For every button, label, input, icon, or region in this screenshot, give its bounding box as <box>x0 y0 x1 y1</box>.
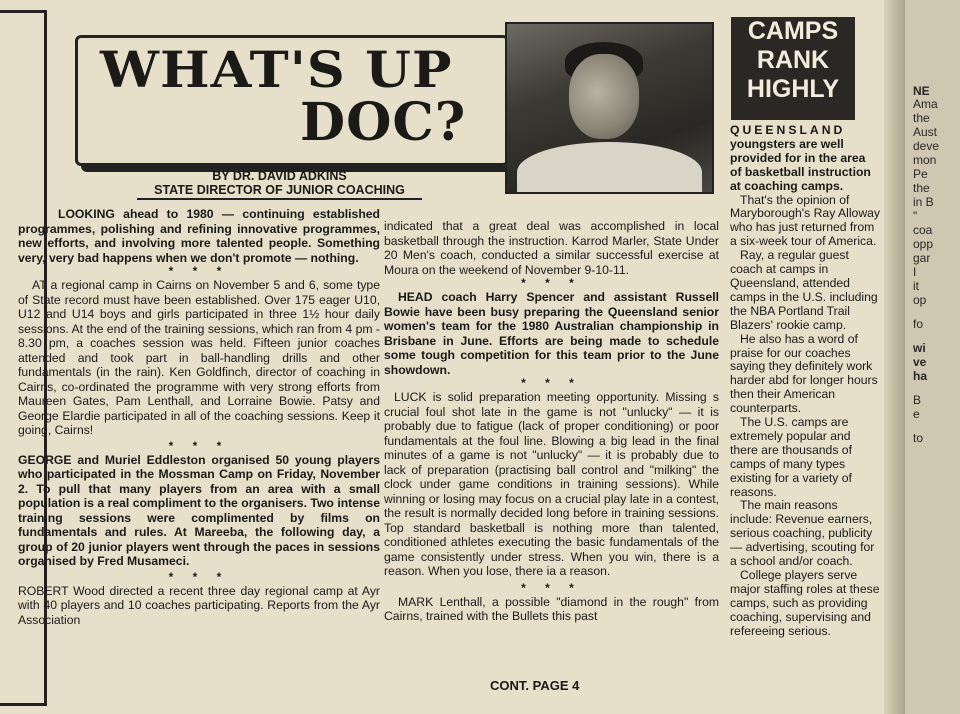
headline-line-2: DOC? <box>300 92 467 153</box>
column-1 <box>18 207 380 627</box>
fragment: e <box>913 407 920 421</box>
fragment: ve <box>913 355 927 369</box>
paragraph-head-coach: HEAD coach Harry Spencer and assistant Russell Bowie have been busy preparing the Queensland senior women's team for the 1980 Australian championship in Brisbane in June. Efforts are being made to schedule some tough competition for this team prior to the June showdown. <box>384 290 719 377</box>
fragment: it <box>913 279 919 293</box>
fragment: in B <box>913 195 934 209</box>
fragment: fo <box>913 317 924 331</box>
column-3 <box>730 124 880 639</box>
fragment: I <box>913 265 917 279</box>
byline-rule-bottom <box>137 198 422 200</box>
photo-shirt <box>517 142 702 194</box>
paragraph-cairns: AT a regional camp in Cairns on November 5 and 6, some type of State record must have been established. Over 175 eager U10, U12 and U14 boys and girls participated in three 1½ hour daily sessions. At the end of the training sessions, which ran from 4 pm - 8.30 pm, a coaches session was held. Fifteen junior coaches attended and took part in ball-handling drills and other fundamentals (in the rain). Ken Goldfinch, director of coaching in Cairns, co-ordinated the programme with very strong efforts from Maureen Gates, Pam Lenthall, and Lorraine Bowie. Patsy and George Elardie participated in all of the coaching sessions. Keep it going, Cairns! <box>18 278 380 437</box>
page-gutter <box>884 0 906 714</box>
section-divider: * * * <box>168 438 230 453</box>
fragment: gar <box>913 251 931 265</box>
fragment: wi <box>913 341 926 355</box>
fragment: op <box>913 293 927 307</box>
continued-notice: CONT. PAGE 4 <box>490 678 580 693</box>
paragraph-mark-lenthall: MARK Lenthall, a possible "diamond in the rough" from Cairns, trained with the Bullets this past <box>384 594 719 623</box>
paragraph-ray: Ray, a regular guest coach at camps in Queensland, attended camps in the U.S. including the NBA Portland Trail Blazers' rookie camp. <box>730 248 878 332</box>
paragraph-opinion: That's the opinion of Maryborough's Ray Alloway who has just returned from a six-week tour of America. <box>730 192 880 249</box>
fragment: deve <box>913 139 940 153</box>
section-divider: * * * <box>168 264 230 278</box>
fragment: " <box>913 209 918 223</box>
section-divider: * * * <box>521 376 582 390</box>
fragment: NE <box>913 84 930 98</box>
lead-word: QUEENSLAND <box>730 123 846 137</box>
fragment: coa <box>913 223 933 237</box>
fragment: ha <box>913 369 928 383</box>
fragment: Aust <box>913 125 938 139</box>
section-divider: * * * <box>168 569 230 584</box>
fragment: the <box>913 111 930 125</box>
portrait-photo <box>505 22 714 194</box>
column-2 <box>384 219 719 624</box>
byline-role: STATE DIRECTOR OF JUNIOR COACHING <box>154 183 405 197</box>
lead-text: youngsters are well provided for in the area of basketball instruction at coaching camps. <box>730 136 871 193</box>
fragment: opp <box>913 237 934 251</box>
paragraph-looking: LOOKING ahead to 1980 — continuing established programmes, polishing and refining innovative programmes, new efforts, and involving more talented people. Something very, very bad happens when we don't promote — nothing. <box>18 207 380 265</box>
paragraph-luck: LUCK is solid preparation meeting opportunity. Missing s crucial foul shot late in the game is not "unlucky" — it is probably due to fatigue (lack of proper conditioning) or poor fundamentals at the foul line. Blowing a big lead in the final minutes of a game is not "unlucky" — it is probably due to lack of preparation (practising ball control and "milking" the clock under game conditions in training sessions). While winning or losing may focus on a crucial play late in a contest, the result is normally decided long before in training sessions. Top standard basketball is nothing more than talented, conditioned athletes executing the basic fundamentals of the game consistently under stress. When you win, there is a reason. When you lose, there ia a reason. <box>384 390 719 578</box>
paragraph-us-camps: The U.S. camps are extremely popular and there are thousands of camps of many types existing for a variety of reasons. <box>730 415 852 499</box>
headline-word: HIGHLY <box>746 75 840 103</box>
headline-word: RANK <box>756 46 830 74</box>
paragraph-ayr: ROBERT Wood directed a recent three day regional camp at Ayr with 40 players and 10 coaches participating. Reports from the Ayr Association <box>18 583 380 627</box>
fragment: to <box>913 431 924 445</box>
paragraph-reasons: The main reasons include: Revenue earners, serious coaching, publicity — advertising, scouting for a school and/or coach. <box>730 498 875 569</box>
fragment: Pe <box>913 167 928 181</box>
photo-face <box>569 54 639 139</box>
fragment: mon <box>913 153 937 167</box>
paragraph-praise: He also has a word of praise for our coaches saying they definitely work harder abd for longer hours then their American counterparts. <box>730 331 878 416</box>
fragment: B <box>913 393 922 407</box>
headline-word: CAMPS <box>747 17 839 45</box>
headline-line-1: WHAT'S UP <box>100 40 453 99</box>
camps-headline <box>731 17 855 120</box>
section-divider: * * * <box>521 276 582 290</box>
section-divider: * * * <box>521 580 582 595</box>
fragment: Ama <box>913 97 938 111</box>
paragraph-moura: indicated that a great deal was accomplished in local basketball through the instruction. Karrod Marler, State Under 20 Men's coach, conducted a similar successful exercise at Moura on the weekend of November 9-10-11. <box>384 219 719 277</box>
paragraph-mossman: GEORGE and Muriel Eddleston organised 50 young players who participated in the Mossman Camp on Friday, November 2. To pull that many players from an area with a small population is a real compliment to the organisers. Two intense training sessions were complimented by films on fundamentals and rules. At Mareeba, the following day, a group of 20 junior players went through the paces in sessions organised by Fred Musameci. <box>18 452 380 568</box>
fragment: the <box>913 181 930 195</box>
byline-rule-top <box>137 164 422 167</box>
byline-author: BY DR. DAVID ADKINS <box>212 169 347 183</box>
paragraph-college: College players serve major staffing roles at these camps, such as providing coaching, supervising and refereeing serious. <box>730 568 880 638</box>
